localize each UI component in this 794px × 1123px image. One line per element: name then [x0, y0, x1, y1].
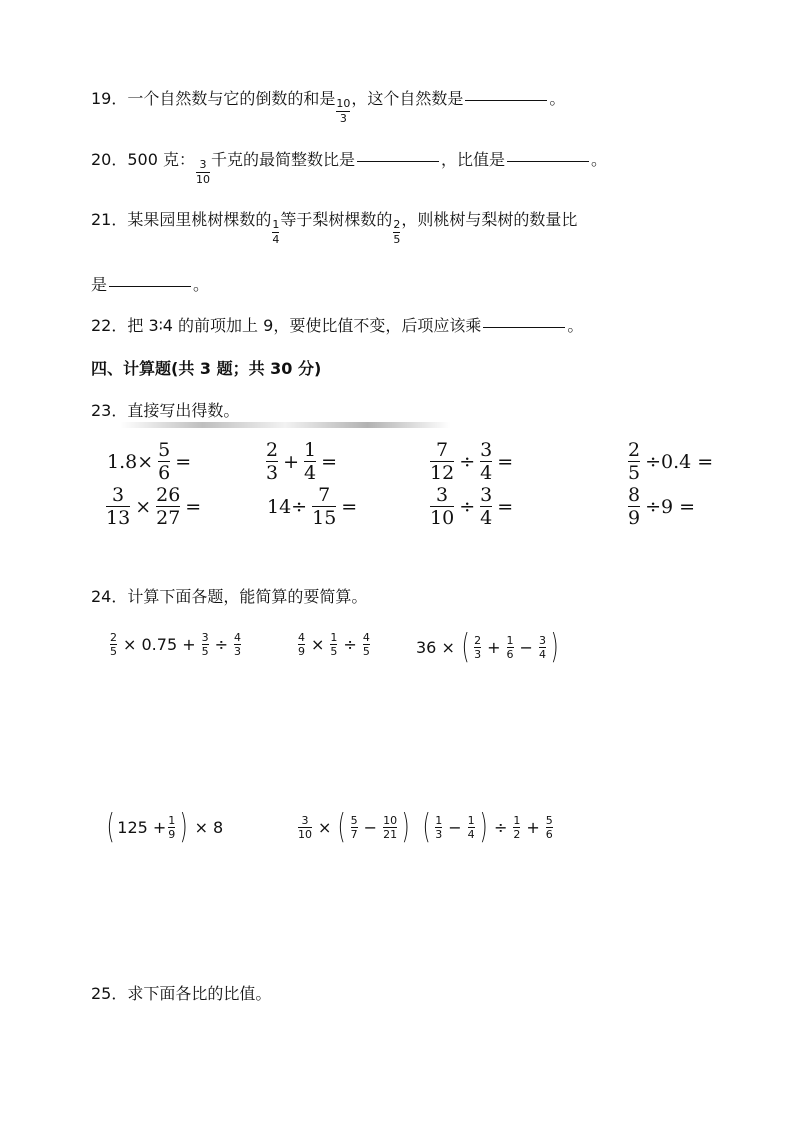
question-21-line2: 是 。: [91, 272, 209, 295]
q23-item: 1.8× 5 6 =: [107, 439, 192, 484]
q23-item: 3 13 × 26 27 =: [106, 484, 202, 529]
q24-title: 24．计算下面各题，能简算的要简算。: [91, 587, 368, 606]
question-20: 20．500 克： 3 10 千克的最简整数比是 ，比值是 。: [91, 147, 607, 174]
question-22: 22．把 3∶4 的前项加上 9，要使比值不变，后项应该乘 。: [91, 313, 583, 336]
q20-value-blank[interactable]: [507, 147, 589, 162]
q23-item: 7 12 ÷ 3 4 =: [430, 439, 514, 484]
question-21: 21．某果园里桃树棵数的 1 4 等于梨树棵数的 2 5 ，则桃树与梨树的数量比: [91, 210, 578, 246]
q24-expression-2: 4 9 × 1 5 ÷ 4 5: [298, 631, 370, 658]
q25-title: 25．求下面各比的比值。: [91, 984, 272, 1003]
q24-expression-6: ( 1 3 − 1 4 ) ÷ 1 2 + 5 6: [422, 807, 553, 847]
q21-fraction-2: 2 5: [393, 218, 401, 246]
q22-answer-blank[interactable]: [483, 313, 565, 328]
q24-expression-3: 36 × ( 2 3 + 1 6 − 3 4 ): [416, 627, 559, 667]
q19-text-2: ，这个自然数是: [351, 89, 464, 108]
q24-expression-1: 2 5 × 0.75 + 3 5 ÷ 4 3: [110, 631, 242, 658]
q23-item: 8 9 ÷9 =: [628, 484, 696, 529]
q24-expression-4: ( 125 + 1 9 ) × 8: [106, 807, 224, 847]
question-19: 19．一个自然数与它的倒数的和是 10 3 ，这个自然数是 。: [91, 86, 565, 113]
q19-fraction: 10 3: [336, 97, 351, 125]
q19-text: 19．一个自然数与它的倒数的和是: [91, 89, 336, 108]
q20-fraction: 3 10: [196, 158, 210, 186]
q24-expression-5: 3 10 × ( 5 7 − 10 21 ): [298, 807, 410, 847]
q20-text: 20．500 克：: [91, 150, 195, 169]
q23-item: 2 5 ÷0.4 =: [628, 439, 714, 484]
q23-item: 2 3 + 1 4 =: [266, 439, 338, 484]
q19-answer-blank[interactable]: [465, 86, 547, 101]
q23-title: 23．直接写出得数。: [91, 401, 240, 420]
section-heading: 四、计算题(共 3 题；共 30 分): [91, 359, 322, 378]
q20-ratio-blank[interactable]: [357, 147, 439, 162]
q21-answer-blank[interactable]: [109, 272, 191, 287]
q23-item: 14÷ 7 15 =: [267, 484, 358, 529]
q21-fraction-1: 1 4: [272, 218, 280, 246]
q23-item: 3 10 ÷ 3 4 =: [430, 484, 514, 529]
scan-smudge: [120, 422, 450, 428]
